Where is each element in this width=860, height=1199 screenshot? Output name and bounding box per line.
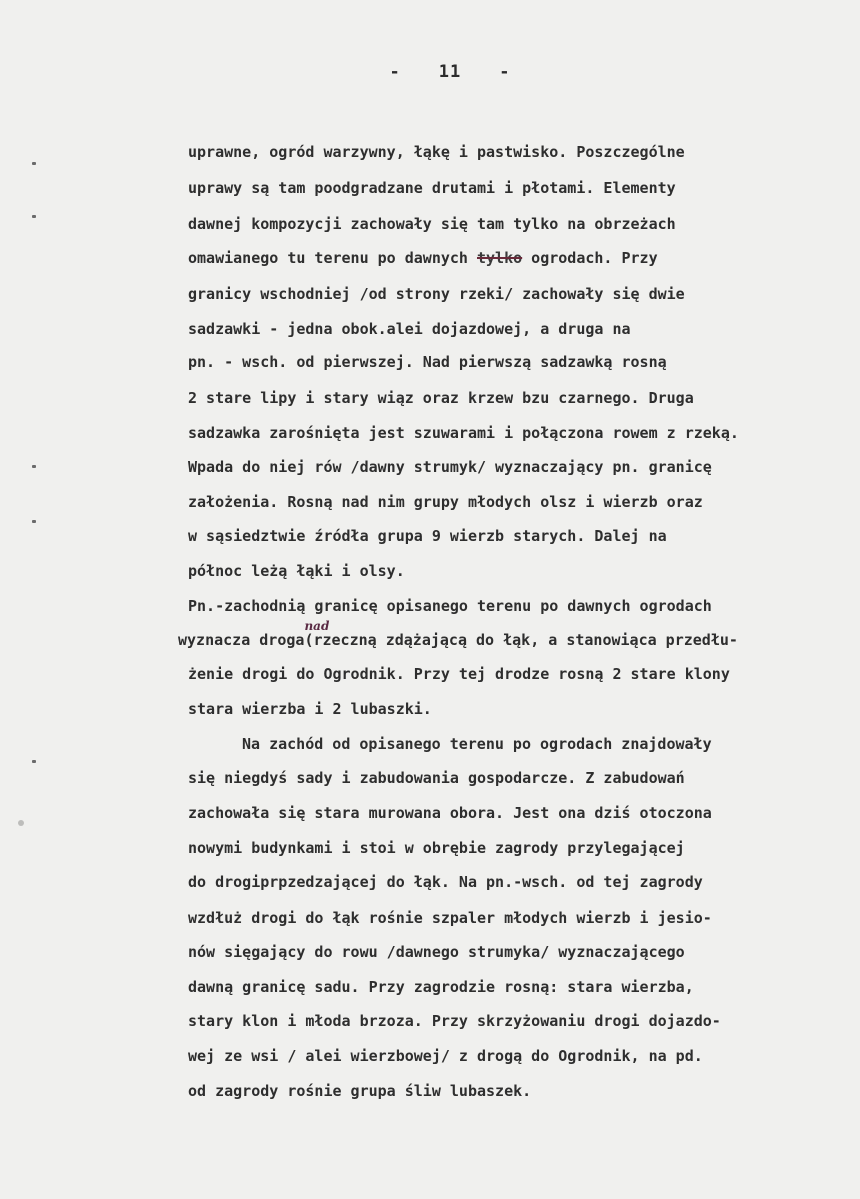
- margin-mark: [32, 520, 36, 523]
- text-line: dawnej kompozycji zachowały się tam tylko na obrzeżach: [188, 215, 676, 233]
- text-line: uprawne, ogród warzywny, łąkę i pastwisko. Poszczególne: [188, 143, 685, 161]
- text-line: 2 stare lipy i stary wiąz oraz krzew bzu czarnego. Druga: [188, 389, 694, 407]
- text-line: północ leżą łąki i olsy.: [188, 562, 405, 580]
- text-line: sadzawki - jedna obok.alei dojazdowej, a druga na: [188, 320, 631, 338]
- margin-mark: [32, 760, 36, 763]
- text-line: do drogiprpzedzającej do łąk. Na pn.-wsch. od tej zagrody: [188, 873, 703, 891]
- text-line: granicy wschodniej /od strony rzeki/ zachowały się dwie: [188, 285, 685, 303]
- text-line: stara wierzba i 2 lubaszki.: [188, 700, 432, 718]
- text-segment: wyznacza droga: [178, 631, 305, 649]
- text-line: założenia. Rosną nad nim grupy młodych olsz i wierzb oraz: [188, 493, 703, 511]
- inserted-word: nad: [304, 619, 330, 633]
- text-line: sadzawka zarośnięta jest szuwarami i połączona rowem z rzeką.: [188, 424, 739, 442]
- punch-hole: [18, 820, 24, 826]
- struck-out-word: tylko: [477, 249, 523, 267]
- text-line: [188, 248, 658, 268]
- text-line: nów sięgający do rowu /dawnego strumyka/ wyznaczającego: [188, 943, 685, 961]
- text-line: wzdłuż drogi do łąk rośnie szpaler młodych wierzb i jesio-: [188, 909, 712, 927]
- text-line: stary klon i młoda brzoza. Przy skrzyżowaniu drogi dojazdo-: [188, 1012, 721, 1030]
- text-line: Pn.-zachodnią granicę opisanego terenu po dawnych ogrodach: [188, 597, 712, 615]
- text-line: uprawy są tam poodgradzane drutami i płotami. Elementy: [188, 179, 676, 197]
- text-line: od zagrody rośnie grupa śliw lubaszek.: [188, 1082, 532, 1100]
- text-line: [178, 619, 738, 650]
- text-line: pn. - wsch. od pierwszej. Nad pierwszą sadzawką rosną: [188, 353, 667, 371]
- page-number: - 11 -: [389, 62, 511, 82]
- text-line: się niegdyś sady i zabudowania gospodarcze. Z zabudowań: [188, 769, 685, 787]
- text-segment: rzeczną zdążającą do łąk, a stanowiąca przedłu-: [313, 631, 738, 649]
- text-line: dawną granicę sadu. Przy zagrodzie rosną: stara wierzba,: [188, 978, 694, 996]
- margin-mark: [32, 162, 36, 165]
- text-line: Na zachód od opisanego terenu po ogrodach znajdowały: [242, 735, 712, 753]
- margin-mark: [32, 465, 36, 468]
- text-segment: omawianego tu terenu po dawnych: [188, 249, 468, 267]
- text-line: żenie drogi do Ogrodnik. Przy tej drodze rosną 2 stare klony: [188, 665, 730, 683]
- text-line: w sąsiedztwie źródła grupa 9 wierzb starych. Dalej na: [188, 527, 667, 545]
- text-line: wej ze wsi / alei wierzbowej/ z drogą do Ogrodnik, na pd.: [188, 1047, 703, 1065]
- text-line: zachowała się stara murowana obora. Jest ona dziś otoczona: [188, 804, 712, 822]
- text-line: Wpada do niej rów /dawny strumyk/ wyznaczający pn. granicę: [188, 458, 712, 476]
- handwritten-correction: nad (: [304, 631, 313, 649]
- text-segment: ogrodach. Przy: [522, 249, 658, 267]
- page-number-value: 11: [438, 62, 462, 82]
- text-line: nowymi budynkami i stoi w obrębie zagrody przylegającej: [188, 839, 685, 857]
- margin-mark: [32, 215, 36, 218]
